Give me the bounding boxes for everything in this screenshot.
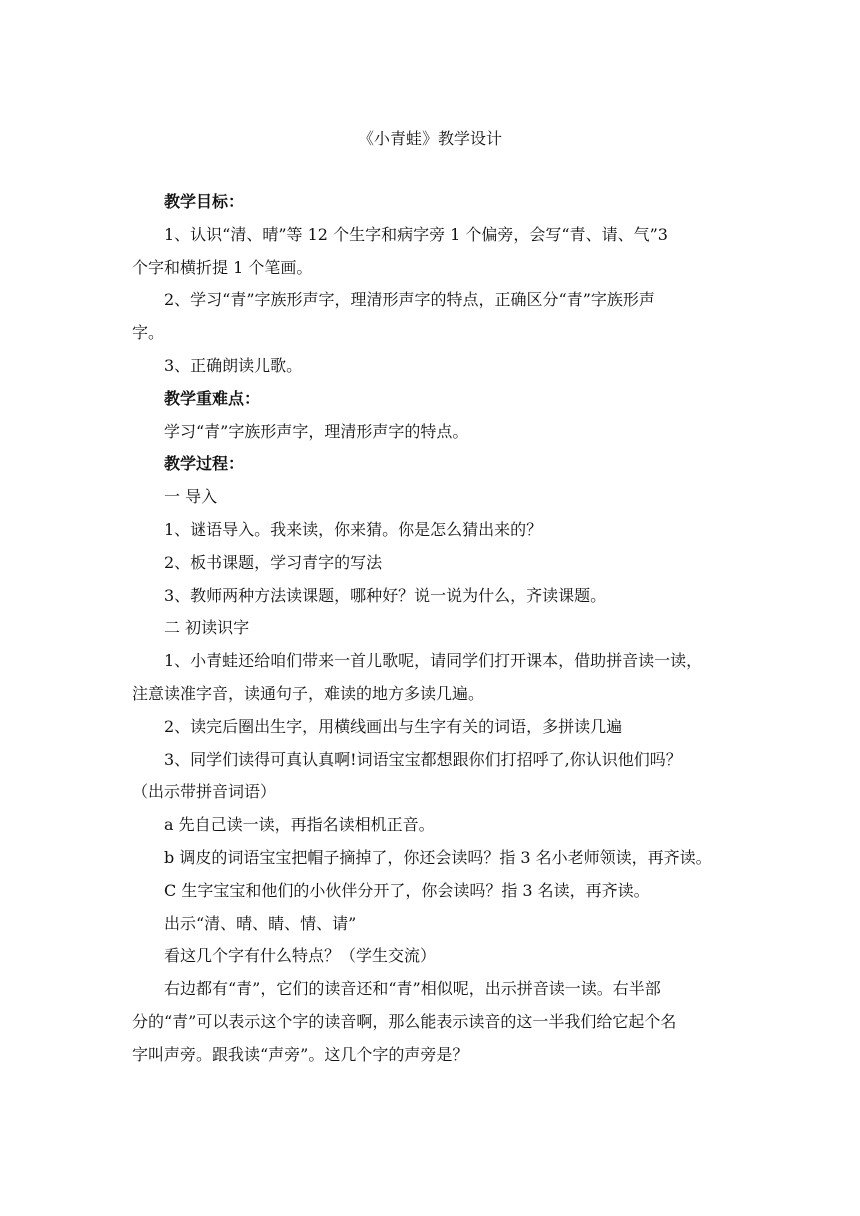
text-line: 出示“清、晴、睛、情、请” (164, 913, 357, 933)
text-line: 个字和横折提 1 个笔画。 (132, 257, 313, 277)
text-line: 1、谜语导入。我来读，你来猜。你是怎么猜出来的？ (164, 519, 543, 539)
text-line: 注意读准字音，读通句子，难读的地方多读几遍。 (132, 683, 485, 703)
text-line: a 先自己读一读，再指名读相机正音。 (164, 815, 435, 835)
text-line: 学习“青”字族形声字，理清形声字的特点。 (164, 421, 469, 441)
text-line: 分的“青”可以表示这个字的读音啊，那么能表示读音的这一半我们给它起个名 (132, 1011, 677, 1031)
section-heading: 教学目标： (164, 192, 245, 211)
document-body (132, 186, 764, 1072)
text-line: C 生字宝宝和他们的小伙伴分开了，你会读吗？指 3 名读，再齐读。 (164, 880, 650, 900)
text-line: 3、同学们读得可真认真啊!词语宝宝都想跟你们打招呼了,你认识他们吗？ (164, 749, 682, 769)
text-line: 2、学习“青”字族形声字，理清形声字的特点，正确区分“青”字族形声 (164, 290, 655, 310)
text-line: 看这几个字有什么特点？（学生交流） (164, 946, 437, 966)
text-line: 1、认识“清、晴”等 12 个生字和病字旁 1 个偏旁，会写“青、请、气”3 (164, 224, 668, 244)
text-line: b 调皮的词语宝宝把帽子摘掉了，你还会读吗？指 3 名小老师领读，再齐读。 (164, 847, 712, 867)
text-line: 1、小青蛙还给咱们带来一首儿歌呢，请同学们打开课本，借助拼音读一读， (164, 651, 703, 671)
text-line: 二 初读识字 (164, 618, 250, 638)
text-line: 一 导入 (164, 487, 218, 507)
document-title: 《小青蛙》教学设计 (357, 129, 502, 148)
text-line: 3、正确朗读儿歌。 (164, 355, 303, 375)
text-line: 2、板书课题，学习青字的写法 (164, 552, 383, 572)
section-heading: 教学重难点： (164, 388, 261, 408)
text-line: （出示带拼音词语） (132, 782, 277, 802)
text-line: 3、教师两种方法读课题，哪种好？说一说为什么，齐读课题。 (164, 585, 607, 605)
text-line: 右边都有“青”，它们的读音还和“青”相似呢，出示拼音读一读。右半部 (164, 979, 661, 999)
section-heading: 教学过程： (164, 454, 245, 474)
text-line: 字叫声旁。跟我读“声旁”。这几个字的声旁是？ (132, 1044, 469, 1064)
text-line: 2、读完后圈出生字，用横线画出与生字有关的词语，多拼读几遍 (164, 716, 623, 736)
text-line: 字。 (132, 323, 165, 343)
